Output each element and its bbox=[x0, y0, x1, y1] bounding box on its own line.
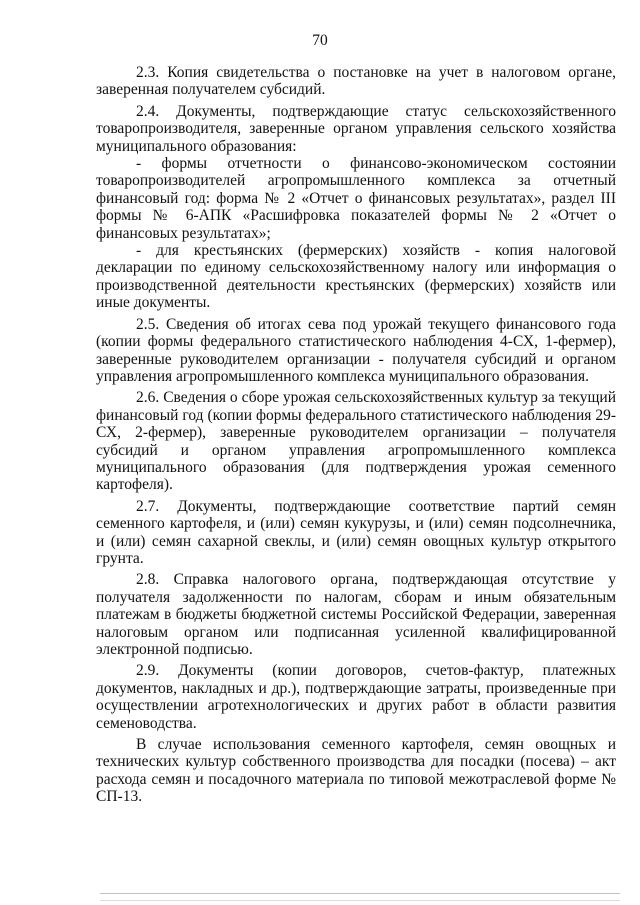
paragraph-2-3: 2.3. Копия свидетельства о постановке на учет в налоговом органе, заверенная получателем субсидий. bbox=[96, 64, 616, 99]
paragraph-2-7: 2.7. Документы, подтверждающие соответствие партий семян семенного картофеля, и (или) семян кукурузы, и (или) семян подсолнечника, и (или) семян сахарной свеклы, и (или) семян овощных культур открытого грунта. bbox=[96, 497, 616, 567]
list-item-farm-households: - для крестьянских (фермерских) хозяйств - копия налоговой декларации по единому сельскохозяйственному налогу или информация о производственной деятельности крестьянских (фермерских) хозяйств или иные документы. bbox=[96, 242, 616, 312]
document-body bbox=[96, 64, 616, 810]
page-number: 70 bbox=[312, 32, 328, 49]
paragraph-2-6: 2.6. Сведения о сборе урожая сельскохозяйственных культур за текущий финансовый год (копии формы федерального статистического наблюдения 29-СХ, 2-фермер), заверенные руководителем организации – получателя субсидий и органом управления агропромышленного комплекса муниципального образования (для подтверждения урожая семенного картофеля). bbox=[96, 389, 616, 494]
paragraph-2-8: 2.8. Справка налогового органа, подтверждающая отсутствие у получателя задолженности по налогам, сборам и иным обязательным платежам в бюджеты бюджетной системы Российской Федерации, заверенная налоговым органом или подписанная усиленной квалифицированной электронной подписью. bbox=[96, 571, 616, 658]
paragraph-2-9: 2.9. Документы (копии договоров, счетов-фактур, платежных документов, накладных и др.), подтверждающие затраты, произведенные при осуществлении агротехнологических и других работ в области развития семеноводства. bbox=[96, 662, 616, 732]
scan-edge-line-lower bbox=[100, 900, 620, 901]
scan-edge-line bbox=[100, 893, 620, 894]
paragraph-2-5: 2.5. Сведения об итогах сева под урожай текущего финансового года (копии формы федерального статистического наблюдения 4-СХ, 1-фермер), заверенные руководителем организации - получателя субсидий и органом управления агропромышленного комплекса муниципального образования. bbox=[96, 315, 616, 385]
paragraph-own-production: В случае использования семенного картофеля, семян овощных и технических культур собственного производства для посадки (посева) – акт расхода семян и посадочного материала по типовой межотраслевой форме № СП-13. bbox=[96, 736, 616, 806]
list-item-reporting-forms: - формы отчетности о финансово-экономическом состоянии товаропроизводителей агропромышленного комплекса за отчетный финансовый год: форма № 2 «Отчет о финансовых результатах», раздел III формы № 6-АПК «Расшифровка показателей формы № 2 «Отчет о финансовых результатах»; bbox=[96, 155, 616, 242]
paragraph-2-4: 2.4. Документы, подтверждающие статус сельскохозяйственного товаропроизводителя, заверенные органом управления сельского хозяйства муниципального образования: bbox=[96, 102, 616, 155]
